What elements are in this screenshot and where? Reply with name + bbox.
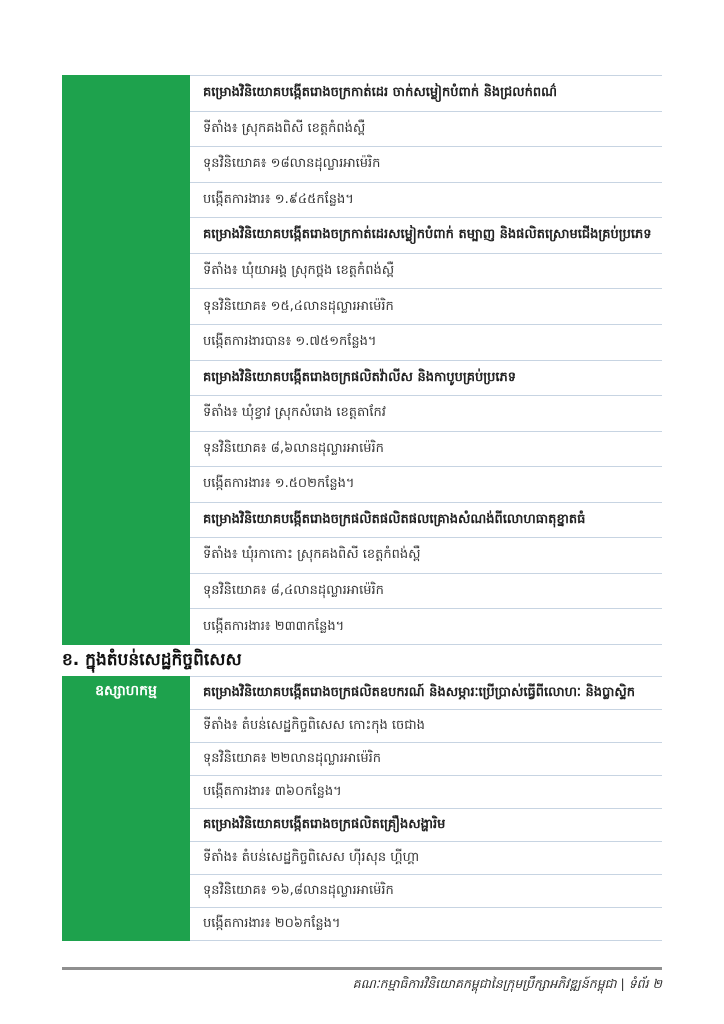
project-location-row: ទីតាំង៖ ឃុំរកាកោះ ស្រុកគងពិសី ខេត្តកំពង់ស្ពឺ bbox=[190, 537, 662, 573]
project-jobs-row: បង្កើតការងារ៖ ៣៦០កន្លែង។ bbox=[190, 775, 662, 808]
footer-divider bbox=[62, 967, 662, 970]
project-location-row: ទីតាំង៖ តំបន់សេដ្ឋកិច្ចពិសេស កោះកុង ចេជាង bbox=[190, 709, 662, 742]
project-title-row: គម្រោងវិនិយោគបង្កើតរោងចក្រកាត់ដេរ ចាក់សម្លៀកបំពាក់ និងជ្រលក់ពណ៌ bbox=[190, 75, 662, 111]
category-column bbox=[62, 75, 190, 645]
project-location-row: ទីតាំង៖ ស្រុកគងពិសី ខេត្តកំពង់ស្ពឺ bbox=[190, 111, 662, 147]
section-heading-special-economic-zone: ខ. ក្នុងតំបន់សេដ្ឋកិច្ចពិសេស bbox=[62, 649, 242, 670]
project-capital-row: ទុនវិនិយោគ៖ ១៥,៤លានដុល្លារអាម៉េរិក bbox=[190, 288, 662, 324]
project-jobs-row: បង្កើតការងារ៖ ២៣៣កន្លែង។ bbox=[190, 608, 662, 644]
project-capital-row: ទុនវិនិយោគ៖ ២២លានដុល្លារអាម៉េរិក bbox=[190, 742, 662, 775]
project-jobs-row: បង្កើតការងារ៖ ១.៩៤៥កន្លែង។ bbox=[190, 182, 662, 218]
project-jobs-row: បង្កើតការងារ៖ ១.៥០២កន្លែង។ bbox=[190, 466, 662, 502]
project-rows bbox=[190, 676, 662, 941]
project-title-row: គម្រោងវិនិយោគបង្កើតរោងចក្រផលិតផលិតផលគ្រោងសំណង់ពីលោហធាតុខ្នាតធំ bbox=[190, 502, 662, 538]
project-location-row: ទីតាំង៖ ឃុំយាអង្គ ស្រុកថ្ពង ខេត្តកំពង់ស្ពឺ bbox=[190, 253, 662, 289]
category-label-industry: ឧស្សាហកម្ម bbox=[95, 683, 157, 699]
category-column bbox=[62, 676, 190, 941]
project-capital-row: ទុនវិនិយោគ៖ ១៨លានដុល្លារអាម៉េរិក bbox=[190, 146, 662, 182]
project-location-row: ទីតាំង៖ តំបន់សេដ្ឋកិច្ចពិសេស ហ៊ីរសុន ហ្គីហ្គា bbox=[190, 841, 662, 874]
project-title-row: គម្រោងវិនិយោគបង្កើតរោងចក្រកាត់ដេរសម្លៀកបំពាក់ តម្បាញ និងផលិតស្រោមជើងគ្រប់ប្រភេទ bbox=[190, 217, 662, 253]
project-title-row: គម្រោងវិនិយោគបង្កើតរោងចក្រផលិតឧបករណ៍ និងសម្ភារៈប្រើប្រាស់ធ្វើពីលោហៈ និងប្លាស្ទិក bbox=[190, 676, 662, 709]
project-capital-row: ទុនវិនិយោគ៖ ១៦,៨លានដុល្លារអាម៉េរិក bbox=[190, 874, 662, 907]
project-capital-row: ទុនវិនិយោគ៖ ៨,៤លានដុល្លារអាម៉េរិក bbox=[190, 573, 662, 609]
project-jobs-row: បង្កើតការងារបាន៖ ១.៧៥១កន្លែង។ bbox=[190, 324, 662, 360]
projects-table-special-economic-zone bbox=[62, 676, 662, 941]
project-title-row: គម្រោងវិនិយោគបង្កើតរោងចក្រផលិតគ្រឿងសង្ហារិម bbox=[190, 808, 662, 841]
footer-page-info: គណៈកម្មាធិការវិនិយោគកម្ពុជានៃក្រុមប្រឹក្សាអភិវឌ្ឍន៍កម្ពុជា | ទំព័រ ២ bbox=[352, 976, 662, 991]
project-title-row: គម្រោងវិនិយោគបង្កើតរោងចក្រផលិតវ៉ាលីស និងកាបូបគ្រប់ប្រភេទ bbox=[190, 360, 662, 396]
project-capital-row: ទុនវិនិយោគ៖ ៨,៦លានដុល្លារអាម៉េរិក bbox=[190, 431, 662, 467]
project-rows bbox=[190, 75, 662, 645]
projects-table-general-zone bbox=[62, 75, 662, 645]
project-location-row: ទីតាំង៖ ឃុំខ្វាវ ស្រុកសំរោង ខេត្តតាកែវ bbox=[190, 395, 662, 431]
project-jobs-row: បង្កើតការងារ៖ ២០៦កន្លែង។ bbox=[190, 907, 662, 940]
